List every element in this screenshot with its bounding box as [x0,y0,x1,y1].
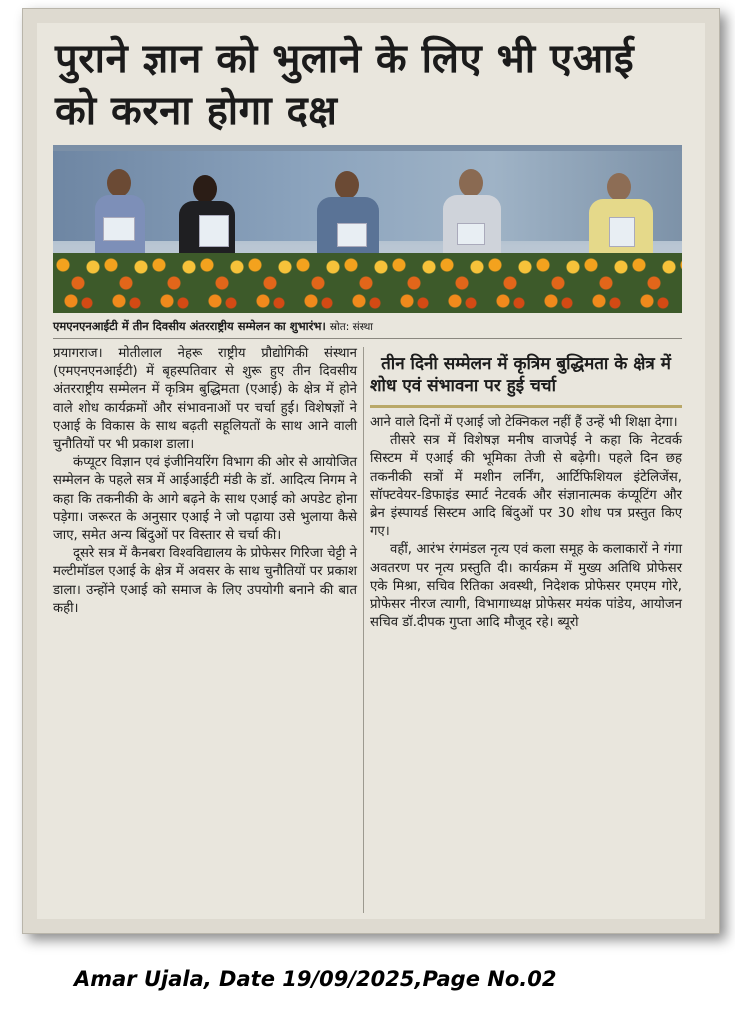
newsprint [37,23,705,919]
column-divider [363,347,364,913]
paragraph: प्रयागराज। मोतीलाल नेहरू राष्ट्रीय प्रौद्योगिकी संस्थान (एमएनएनआईटी) में बृहस्पतिवार से शुरू हुए तीन दिवसीय अंतरराष्ट्रीय सम्मेलन में कृत्रिम बुद्धिमता (एआई) के क्षेत्र में होने वाले शोध कार्यक्रमों और संभावनाओं पर चर्चा हुई। विशेषज्ञों ने एआई के विकास के साथ बढ़ती सहूलियतों के साथ आने वाली चुनौतियों पर भी प्रकाश डाला। [53,346,357,453]
newspaper-clipping [22,8,720,934]
paragraph: वहीं, आरंभ रंगमंडल नृत्य एवं कला समूह के कलाकारों ने गंगा अवतरण पर नृत्य प्रस्तुति दी। कार्यक्रम में मुख्य अतिथि प्रोफेसर एके मिश्रा, सचिव रितिका अवस्थी, निदेशक प्रोफेसर एमएम गोरे, प्रोफेसर नीरज त्यागी, विभागाध्यक्ष प्रोफेसर मयंक पांडेय, आयोजन सचिव डॉ.दीपक गुप्ता आदि मौजूद रहे। ब्यूरो [370,542,682,631]
paragraph: तीसरे सत्र में विशेषज्ञ मनीष वाजपेई ने कहा कि नेटवर्क सिस्टम में एआई की भूमिका तेजी से बढ़ेगी। पहले दिन छह तकनीकी सत्रों में मशीन लर्निंग, आर्टिफिशियल इंटेलिजेंस, सॉफ्टवेयर-डिफाइंड स्मार्ट नेटवर्क और संज्ञानात्मक कंप्यूटिंग और ब्रेन इंस्पायर्ड सिस्टम आदि बिंदुओं पर 30 शोध पत्र प्रस्तुत किए गए। [370,433,682,540]
photo-caption [53,319,682,339]
source-footer: Amar Ujala, Date 19/09/2025,Page No.02 [74,967,557,991]
flower-decoration [53,253,682,313]
article-right-column [370,353,682,632]
article-left-column [53,345,357,618]
event-photo [53,145,682,313]
paragraph: दूसरे सत्र में कैनबरा विश्वविद्यालय के प्रोफेसर गिरिजा चेट्टी ने मल्टीमॉडल एआई के क्षेत्र में अवसर के साथ चुनौतियों पर प्रकाश डाला। उन्होंने एआई को समाज के लिए उपयोगी बनाने की बात कही। [53,546,357,616]
caption-text: एमएनएनआईटी में तीन दिवसीय अंतरराष्ट्रीय सम्मेलन का शुभारंभ। [53,319,326,333]
subheadline: तीन दिनी सम्मेलन में कृत्रिम बुद्धिमता के क्षेत्र में शोध एवं संभावना पर हुई चर्चा [370,353,682,408]
paragraph: आने वाले दिनों में एआई जो टेक्निकल नहीं हैं उन्हें भी शिक्षा देगा। [370,415,678,430]
photo-source: स्रोत: संस्था [329,321,374,333]
paragraph: कंप्यूटर विज्ञान एवं इंजीनियरिंग विभाग की ओर से आयोजित सम्मेलन के पहले सत्र में आईआईटी मंडी के डॉ. आदित्य निगम ने कहा कि तकनीकी के आगे बढ़ने के साथ एआई को अपडेट होना पड़ेगा। जरूरत के अनुसार एआई ने जो पढ़ाया उसे भुलाया कैसे जाए, समेत अन्य बिंदुओं पर विस्तार से चर्चा की। [53,455,357,544]
headline: पुराने ज्ञान को भुलाने के लिए भी एआई को करना होगा दक्ष [55,36,635,134]
